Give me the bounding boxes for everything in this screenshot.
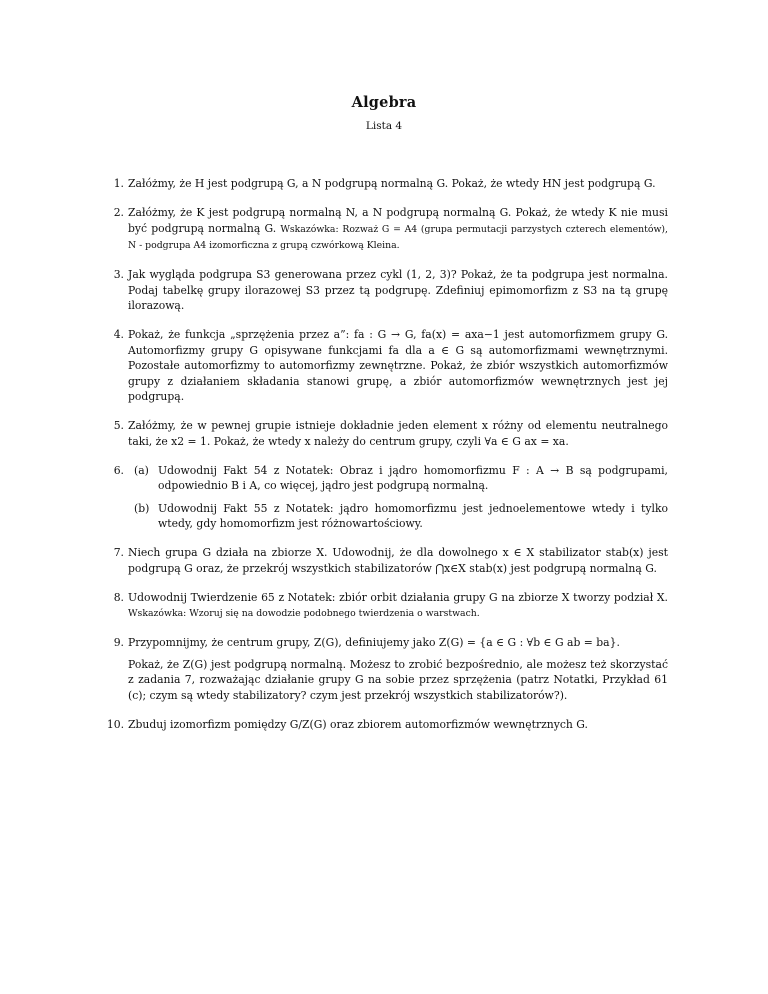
problem-number: 5. [113,419,124,432]
problem-text: Udowodnij Twierdzenie 65 z Notatek: zbiór orbit działania grupy G na zbiorze X tworzy podział X. [128,590,668,604]
problem-number: 1. [113,177,124,190]
problem-8 [108,590,668,622]
subproblem-text: Udowodnij Fakt 55 z Notatek: jądro homomorfizmu jest jednoelementowe wtedy i tylko wtedy, gdy homomorfizm jest różnowartościowy. [158,501,668,530]
problem-number: 8. [113,590,124,604]
document-subtitle: Lista 4 [365,120,403,132]
problem-5 [108,418,668,449]
problem-10 [108,717,668,733]
problem-hint: Wskazówka: Wzoruj się na dowodzie podobnego twierdzenia o warstwach. [128,608,480,619]
problem-number: 6. [113,463,124,477]
problem-text: Przypomnijmy, że centrum grupy, Z(G), definiujemy jako Z(G) = {a ∈ G : ∀b ∈ G ab = ba}. [128,636,620,649]
problem-text-continued: Pokaż, że Z(G) jest podgrupą normalną. Możesz to zrobić bezpośrednio, ale możesz też skorzystać z zadania 7, rozważając działanie grupy G na sobie przez sprzężenia (patrz Notatki, Przykład 61 (c); czym są wtedy stabilizatory? czym jest przekrój wszystkich stabilizatorów?). [128,657,668,702]
problem-text: Zbuduj izomorfizm pomiędzy G/Z(G) oraz zbiorem automorfizmów wewnętrznych G. [128,717,588,731]
problem-number: 7. [113,546,124,559]
problem-number: 3. [113,268,124,281]
problem-text: Jak wygląda podgrupa S3 generowana przez cykl (1, 2, 3)? Pokaż, że ta podgrupa jest normalna. Podaj tabelkę grupy ilorazowej S3 przez tą podgrupę. Zdefiniuj epimomorfizm z S3 na tą grupę ilorazową. [128,268,668,312]
problem-hint: Wskazówka: Rozważ G = A4 (grupa permutacji parzystych czterech elementów), N - podgrupa A4 izomorficzna z grupą czwórkową Kleina. [128,223,669,251]
problem-list [108,176,668,746]
problem-number: 4. [113,328,124,341]
subproblem-b [128,501,668,532]
problem-text: Załóżmy, że w pewnej grupie istnieje dokładnie jeden element x różny od elementu neutralnego taki, że x2 = 1. Pokaż, że wtedy x należy do centrum grupy, czyli ∀a ∈ G ax = xa. [128,419,668,448]
problem-text: Niech grupa G działa na zbiorze X. Udowodnij, że dla dowolnego x ∈ X stabilizator stab(x) jest podgrupą G oraz, że przekrój wszystkich stabilizatorów ⋂x∈X stab(x) jest podgrupą normalną G. [128,546,668,575]
problem-text: Załóżmy, że K jest podgrupą normalną N, a N podgrupą normalną G. Pokaż, że wtedy K nie musi być podgrupą normalną G. [128,206,668,235]
subproblem-text: Udowodnij Fakt 54 z Notatek: Obraz i jądro homomorfizmu F : A → B są podgrupami, odpowiednio B i A, co więcej, jądro jest podgrupą normalną. [158,463,668,492]
subproblem-list [128,463,668,532]
subproblem-a [128,463,668,494]
problem-1 [108,176,668,192]
problem-number: 10. [106,717,124,731]
problem-2 [108,205,668,254]
problem-9 [108,635,668,703]
problem-4 [108,327,668,405]
problem-text: Załóżmy, że H jest podgrupą G, a N podgrupą normalną G. Pokaż, że wtedy HN jest podgrupą G. [128,177,656,190]
problem-7 [108,545,668,576]
problem-text: Pokaż, że funkcja „sprzężenia przez a”: fa : G → G, fa(x) = axa−1 jest automorfizmem grupy G. Automorfizmy grupy G opisywane funkcjami fa dla a ∈ G są automorfizmami wewnętrznymi. Pozostałe automorfizmy to automorfizmy zewnętrzne. Pokaż, że zbiór wszystkich automorfizmów grupy z działaniem składania stanowi grupę, a zbiór automorfizmów wewnętrznych jest jej podgrupą. [128,328,668,403]
subproblem-label: (a) [134,463,149,477]
document-title: Algebra [351,94,417,111]
problem-6 [108,463,668,532]
problem-number: 9. [113,636,124,649]
subproblem-label: (b) [134,501,150,515]
problem-3 [108,267,668,314]
problem-number: 2. [113,206,124,219]
